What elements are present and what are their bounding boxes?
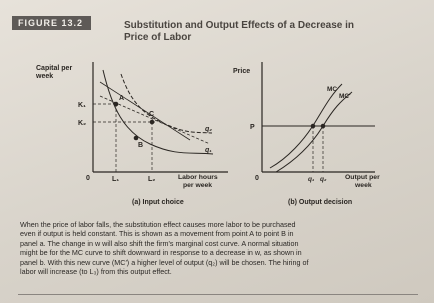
figure-title-line-2: Price of Labor (124, 32, 192, 43)
caption-line-4: might be for the MC curve to shift downward in response to a decrease in w, as shown in (20, 248, 302, 258)
panel-b-caption: (b) Output decision (288, 199, 353, 206)
tick-l1: L₁ (112, 176, 120, 183)
isoquant-q1 (103, 70, 213, 154)
figure-caption (20, 220, 420, 276)
tick-q1: q₁ (308, 176, 315, 183)
point-a-label: A (119, 95, 125, 102)
tick-l2: L₂ (148, 176, 156, 183)
figure-label: FIGURE 13.2 (12, 16, 91, 30)
tick-k1: K₁ (78, 102, 86, 109)
panel-a-origin: 0 (86, 175, 90, 182)
panel-a-x-axis-label-line-1: Labor hours (178, 174, 218, 181)
panel-a-y-axis-label-line-1: Capital per (36, 65, 73, 72)
panel-a (35, 62, 228, 206)
panel-a-caption: (a) Input choice (132, 199, 184, 206)
point-c-marker (150, 120, 155, 125)
panel-b (233, 62, 380, 206)
caption-line-5: panel b. With this new curve (MC′) a higher level of output (q₂) will be chosen. The hiring of (20, 257, 309, 267)
caption-line-6: labor will increase (to L₃) from this output effect. (20, 267, 172, 277)
mc-prime-label: MC′ (339, 93, 351, 100)
point-a-marker (114, 102, 119, 107)
curve-label-q2: q₂ (205, 126, 212, 133)
page-divider (18, 294, 418, 295)
budget-line-original (100, 82, 190, 140)
panel-b-origin: 0 (255, 175, 259, 182)
caption-line-1: When the price of labor falls, the substitution effect causes more labor to be purchased (20, 220, 296, 229)
panel-b-x-axis-label-line-1: Output per (345, 174, 380, 181)
panel-b-x-axis-label-line-2: week (355, 182, 372, 189)
figure-title-line-1: Substitution and Output Effects of a Decrease in (124, 20, 355, 31)
caption-line-3: panel a. The change in w will also shift the firm's marginal cost curve. A normal situation (20, 238, 299, 248)
tick-k2: K₂ (78, 120, 87, 127)
panel-a-x-axis-label-line-2: per week (183, 182, 213, 189)
point-b-marker (134, 136, 139, 141)
panel-b-y-axis-label: Price (233, 68, 251, 75)
point-c-label: C (149, 111, 155, 118)
mc-label: MC (327, 86, 338, 93)
curve-label-q1: q₁ (205, 147, 212, 154)
mc-prime-curve (276, 92, 352, 172)
point-b-label: B (138, 142, 144, 149)
panel-a-y-axis-label-line-2: week (36, 73, 54, 80)
price-label: P (250, 124, 255, 131)
isoquant-q2 (121, 74, 212, 133)
caption-line-2: even if output is held constant. This is shown as a movement from point A to point B in (20, 229, 294, 239)
tick-q2: q₂ (320, 176, 327, 183)
